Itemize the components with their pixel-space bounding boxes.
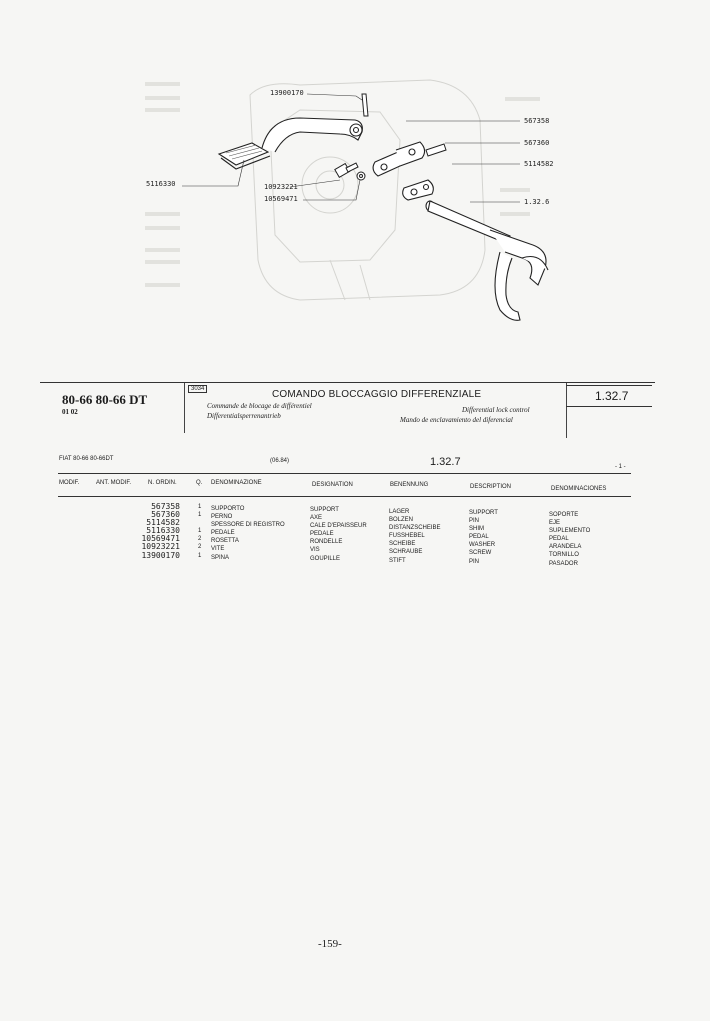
callout-567360: 567360 <box>524 139 550 147</box>
part-qty: 1 <box>198 528 202 535</box>
callout-1-32-6: 1.32.6 <box>524 198 550 206</box>
group-code: 1.32.7 <box>595 389 629 403</box>
part-qty: 1 <box>198 552 202 559</box>
col-denominazione: DENOMINAZIONE <box>211 480 262 486</box>
callout-13900170: 13900170 <box>270 89 304 97</box>
model-title: 80-66 80-66 DT <box>62 392 148 407</box>
part-name-es: TORNILLO <box>549 552 579 559</box>
german-names-column <box>389 508 441 565</box>
part-name-de: SCHRAUBE <box>389 549 423 556</box>
spanish-names-column <box>549 511 590 568</box>
part-name-en: SCREW <box>469 550 492 557</box>
spring-pin-part <box>362 94 368 116</box>
part-qty: 1 <box>198 504 202 510</box>
part-name-de: BOLZEN <box>389 517 414 524</box>
column-header-rule <box>58 496 631 497</box>
col-description: DESCRIPTION <box>470 484 512 490</box>
part-qty: 1 <box>198 512 202 519</box>
part-name-fr: CALE D'EPAISSEUR <box>310 523 367 530</box>
screw-washer-part <box>335 163 365 180</box>
italian-names-column <box>211 505 285 562</box>
french-names-column <box>310 506 367 563</box>
part-name-de: FUSSHEBEL <box>389 533 425 540</box>
callout-10569471: 10569471 <box>264 195 298 203</box>
part-number: 10923221 <box>141 542 180 552</box>
part-name-de: SCHEIBE <box>389 541 416 548</box>
part-name-it: SPESSORE DI REGISTRO <box>211 522 285 529</box>
page-number: -159- <box>318 938 342 950</box>
col-ant-modif: ANT. MODIF. <box>96 480 132 486</box>
part-name-es: ARANDELA <box>549 544 582 551</box>
part-name-it: PEDALE <box>211 530 235 537</box>
section-title-english: Differential lock control <box>462 406 530 414</box>
part-name-en: SHIM <box>469 526 484 533</box>
part-number: 567358 <box>151 502 180 511</box>
pedal-part <box>219 118 362 169</box>
col-modif: MODIF. <box>59 480 80 486</box>
callout-5114582: 5114582 <box>524 160 554 168</box>
part-name-es: SUPLEMENTO <box>549 528 591 535</box>
col-n-ordin: N. ORDIN. <box>148 480 177 486</box>
header-top-rule <box>40 382 655 383</box>
part-name-it: VITE <box>211 546 225 553</box>
col-designation: DESIGNATION <box>312 482 353 488</box>
header-divider-left <box>184 383 185 433</box>
part-name-it: SPINA <box>211 554 230 561</box>
part-numbers-column <box>130 503 180 560</box>
english-names-column <box>469 509 498 566</box>
subheader-group-code: 1.32.7 <box>430 456 461 468</box>
part-name-en: PEDAL <box>469 534 489 541</box>
section-title-german: Differentialsperrenantrieb <box>207 412 281 420</box>
part-name-it: SUPPORTO <box>211 506 245 512</box>
callout-5116330: 5116330 <box>146 180 176 188</box>
col-qty: Q. <box>196 480 203 486</box>
model-line: FIAT 80-66 80-66DT <box>59 456 114 462</box>
exploded-parts-diagram <box>0 0 710 360</box>
section-title-french: Commande de blocage de différentiel <box>207 402 312 410</box>
col-benennung: BENENNUNG <box>390 482 429 488</box>
part-name-en: PIN <box>469 558 480 565</box>
part-qty: 2 <box>198 536 202 543</box>
part-number: 10569471 <box>141 534 180 544</box>
qty-column <box>198 503 206 560</box>
part-name-it: ROSETTA <box>211 538 239 545</box>
part-name-es: SOPORTE <box>549 512 579 518</box>
part-name-fr: RONDELLE <box>310 539 343 546</box>
part-name-fr: GOUPILLE <box>310 555 341 562</box>
section-title-spanish: Mando de enclavamiento del diferencial <box>400 416 513 424</box>
part-name-fr: VIS <box>310 547 320 554</box>
part-name-es: PASADOR <box>549 560 578 567</box>
part-name-es: EJE <box>549 520 561 527</box>
part-name-fr: SUPPORT <box>310 507 339 513</box>
page-marker: - 1 - <box>615 464 626 470</box>
part-name-fr: PEDALE <box>310 531 334 538</box>
part-number: 567360 <box>151 510 180 520</box>
support-link-part <box>373 142 433 200</box>
section-title-italian: COMANDO BLOCCAGGIO DIFFERENZIALE <box>272 389 482 400</box>
group-code-rule <box>566 406 652 407</box>
part-name-es: PEDAL <box>549 536 569 543</box>
part-qty: 2 <box>198 544 202 551</box>
callout-567358: 567358 <box>524 117 550 125</box>
axle-pin-part <box>426 144 446 156</box>
part-name-en: WASHER <box>469 542 496 549</box>
fork-shaft-part <box>426 201 548 320</box>
part-name-en: PIN <box>469 518 480 525</box>
subheader-rule <box>58 473 631 474</box>
part-name-de: DISTANZSCHEIBE <box>389 525 441 532</box>
model-subtitle: 01 02 <box>62 408 78 416</box>
part-name-fr: AXE <box>310 515 323 522</box>
part-number: 5116330 <box>146 526 180 536</box>
part-name-en: SUPPORT <box>469 510 498 516</box>
part-name-de: LAGER <box>389 509 410 515</box>
part-name-it: PERNO <box>211 514 233 521</box>
catalog-date: (06.84) <box>270 458 290 464</box>
part-number: 13900170 <box>141 550 180 560</box>
part-qty <box>198 519 206 527</box>
section-code-box: 3034 <box>188 385 207 393</box>
part-name-de: STIFT <box>389 557 406 564</box>
col-denominaciones: DENOMINACIONES <box>551 486 607 492</box>
part-number: 5114582 <box>146 518 180 528</box>
callout-10923221: 10923221 <box>264 183 298 191</box>
